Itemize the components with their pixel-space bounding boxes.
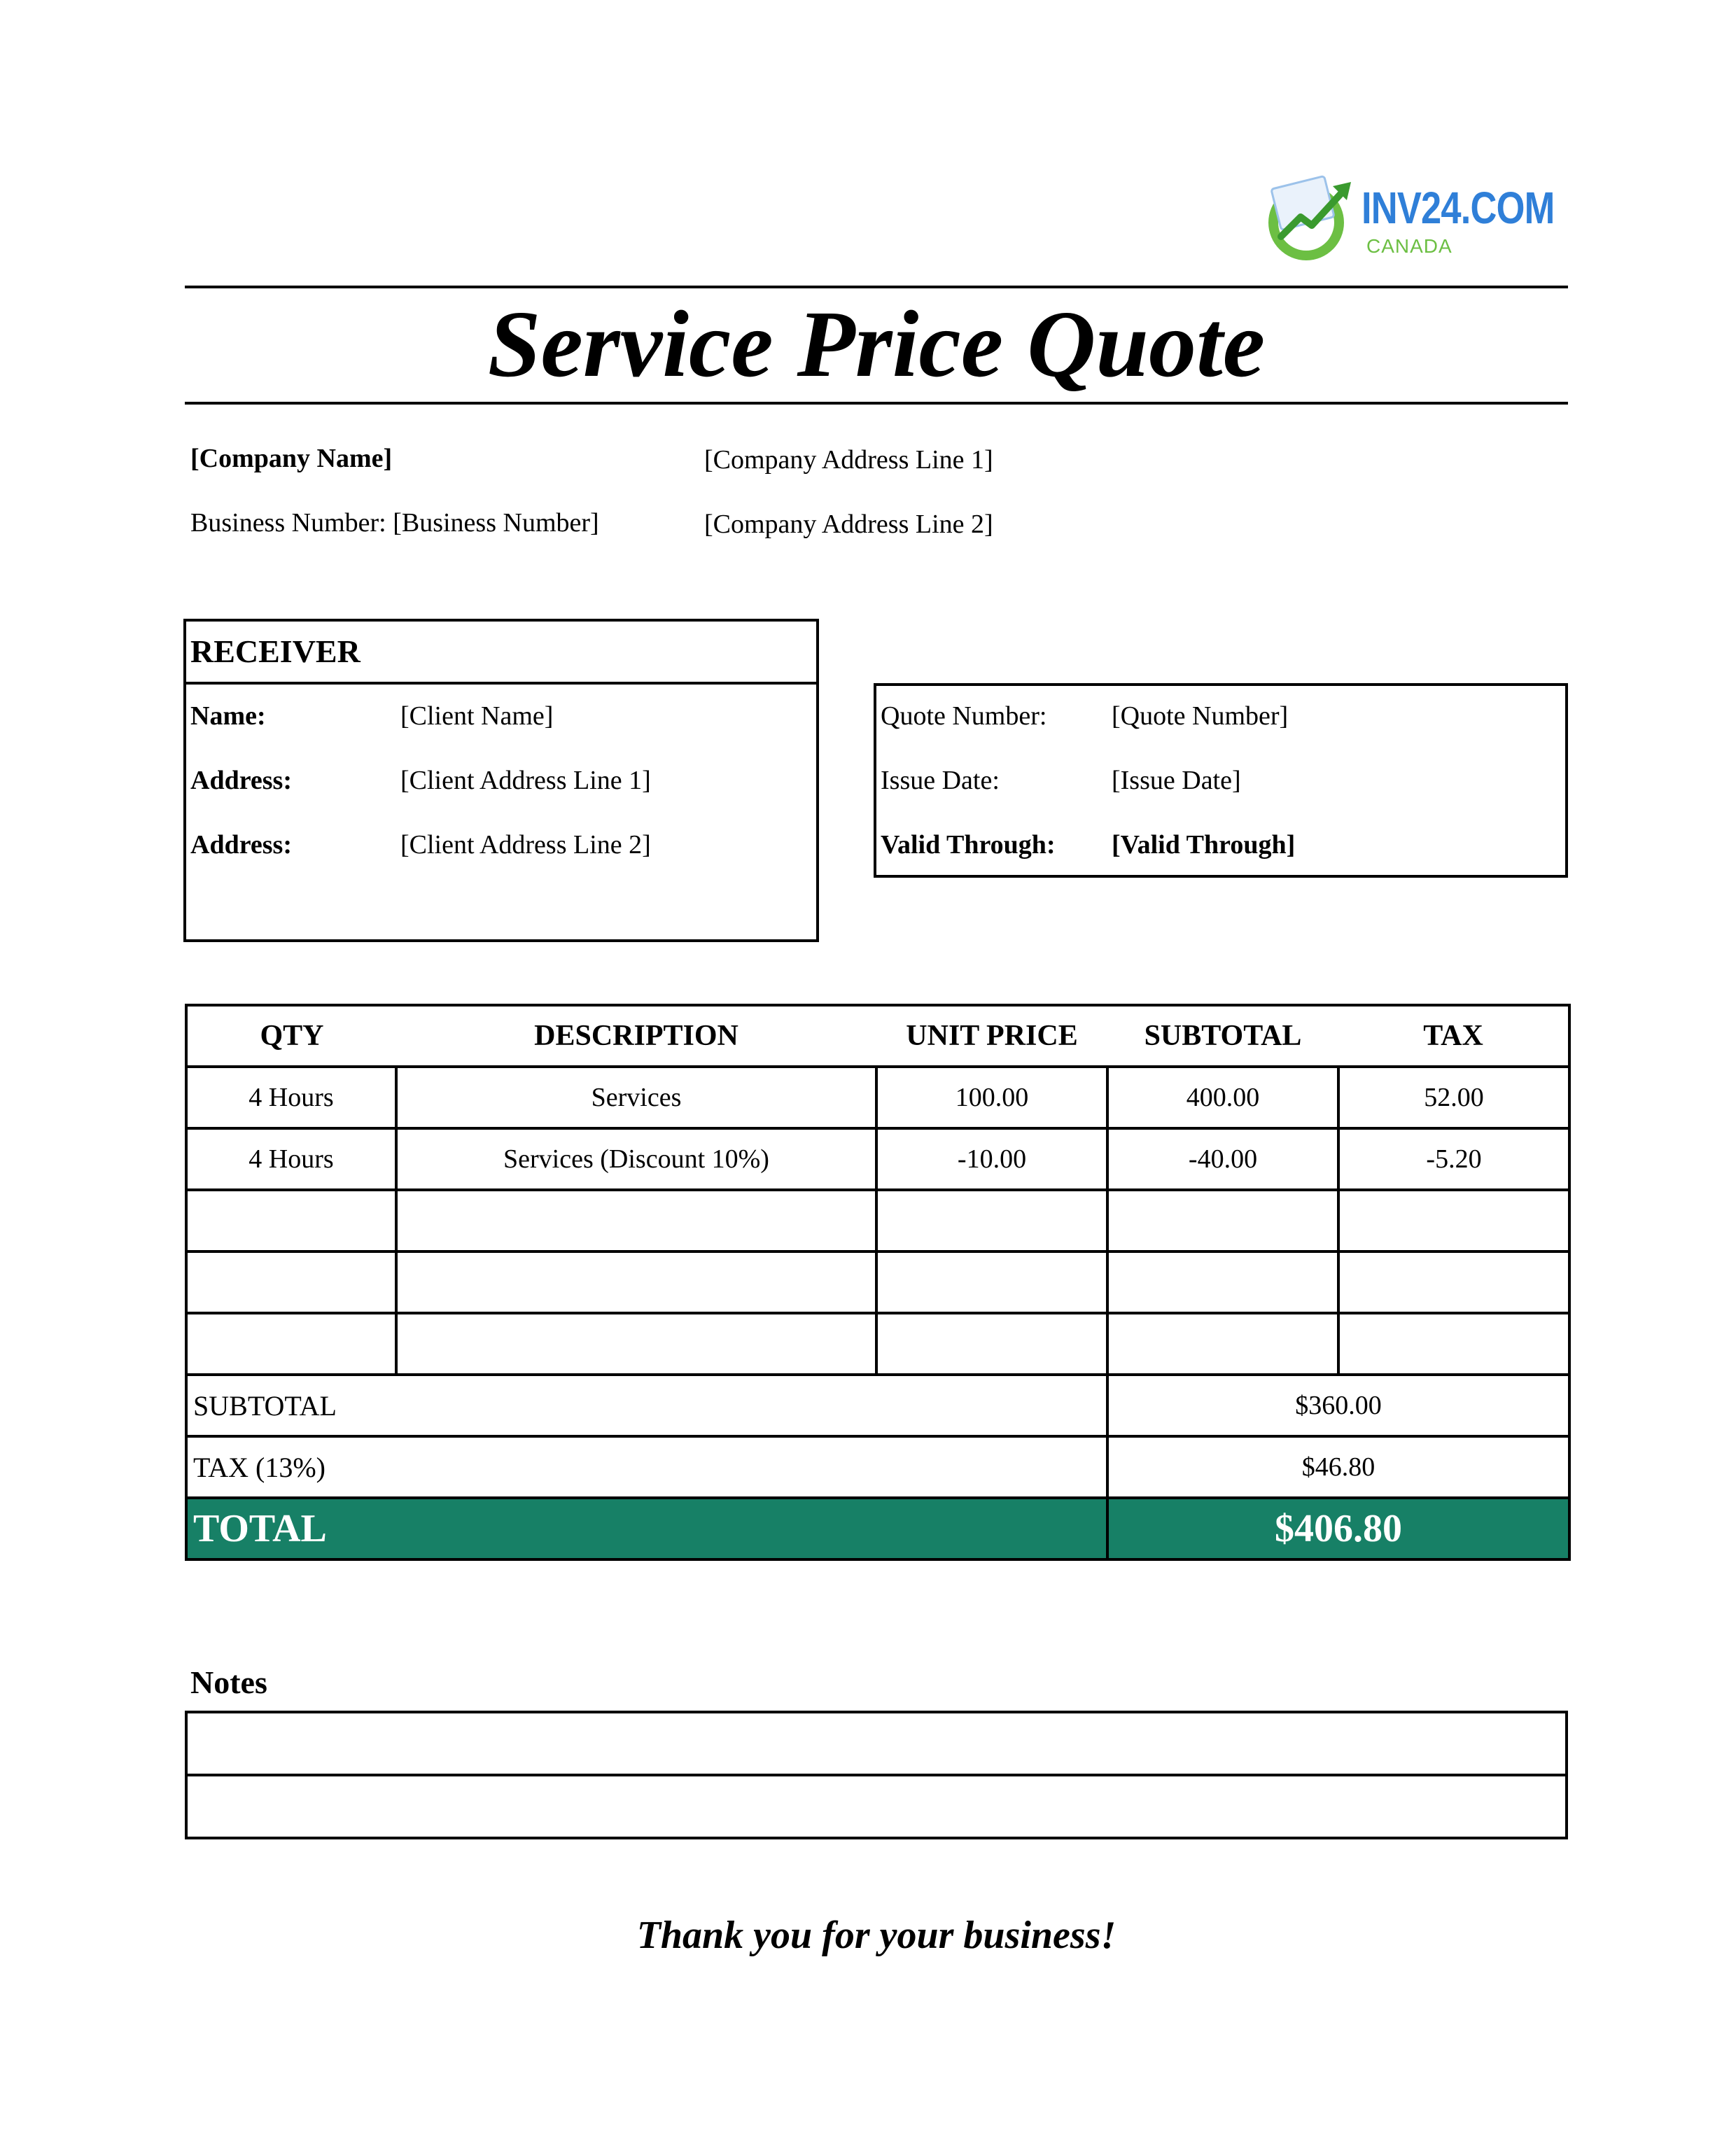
thank-you-message: Thank you for your business! [636, 1914, 1116, 1957]
tax-label: TAX (13%) [186, 1436, 1107, 1498]
page-title: Service Price Quote [487, 292, 1266, 397]
quote-number-value: [Quote Number] [1112, 701, 1289, 731]
items-header-row [186, 1005, 1569, 1067]
receiver-address-2-label: Address: [190, 830, 292, 860]
item-subtotal [1107, 1190, 1338, 1251]
notes-line[interactable] [186, 1775, 1567, 1838]
receiver-name-label: Name: [190, 701, 266, 731]
notes-line[interactable] [186, 1712, 1567, 1775]
item-qty [186, 1251, 396, 1313]
item-tax [1338, 1190, 1569, 1251]
item-subtotal [1107, 1251, 1338, 1313]
total-value: $406.80 [1107, 1498, 1569, 1559]
subtotal-row [186, 1375, 1569, 1436]
receiver-divider [183, 682, 819, 685]
table-row [186, 1067, 1569, 1128]
item-subtotal: -40.00 [1107, 1128, 1338, 1190]
item-description [396, 1190, 876, 1251]
receiver-address-1-label: Address: [190, 766, 292, 795]
item-unit-price [876, 1313, 1107, 1375]
issue-date-value: [Issue Date] [1112, 766, 1241, 795]
item-description [396, 1251, 876, 1313]
table-row [186, 1313, 1569, 1375]
receiver-heading: RECEIVER [190, 633, 360, 669]
company-name: [Company Name] [190, 444, 393, 473]
col-header-qty: QTY [186, 1005, 396, 1067]
issue-date-label: Issue Date: [881, 766, 1000, 795]
item-unit-price [876, 1190, 1107, 1251]
total-row [186, 1498, 1569, 1559]
item-subtotal: 400.00 [1107, 1067, 1338, 1128]
col-header-unit-price: UNIT PRICE [876, 1005, 1107, 1067]
company-address-line-2: [Company Address Line 2] [704, 510, 993, 539]
item-tax [1338, 1251, 1569, 1313]
receiver-address-1-value: [Client Address Line 1] [400, 766, 651, 795]
table-row [186, 1190, 1569, 1251]
valid-through-value: [Valid Through] [1112, 830, 1296, 860]
item-unit-price [876, 1251, 1107, 1313]
receiver-address-2-value: [Client Address Line 2] [400, 830, 651, 860]
item-tax: -5.20 [1338, 1128, 1569, 1190]
item-qty [186, 1313, 396, 1375]
item-qty: 4 Hours [186, 1128, 396, 1190]
col-header-subtotal: SUBTOTAL [1107, 1005, 1338, 1067]
subtotal-label: SUBTOTAL [186, 1375, 1107, 1436]
table-row [186, 1251, 1569, 1313]
item-description [396, 1313, 876, 1375]
item-subtotal [1107, 1313, 1338, 1375]
notes-table [185, 1711, 1568, 1839]
logo-icon [1260, 168, 1358, 266]
business-number: Business Number: [Business Number] [190, 508, 599, 538]
logo-brand-text: INV24.COM [1362, 183, 1555, 233]
quote-number-label: Quote Number: [881, 701, 1047, 731]
item-unit-price: 100.00 [876, 1067, 1107, 1128]
total-label: TOTAL [186, 1498, 1107, 1559]
item-qty: 4 Hours [186, 1067, 396, 1128]
company-address-line-1: [Company Address Line 1] [704, 445, 993, 475]
col-header-tax: TAX [1338, 1005, 1569, 1067]
items-table [185, 1004, 1571, 1561]
title-bottom-rule [185, 402, 1568, 405]
item-description: Services [396, 1067, 876, 1128]
subtotal-value: $360.00 [1107, 1375, 1569, 1436]
item-tax [1338, 1313, 1569, 1375]
item-unit-price: -10.00 [876, 1128, 1107, 1190]
valid-through-label: Valid Through: [881, 830, 1056, 860]
tax-value: $46.80 [1107, 1436, 1569, 1498]
item-tax: 52.00 [1338, 1067, 1569, 1128]
table-row [186, 1128, 1569, 1190]
tax-row [186, 1436, 1569, 1498]
item-description: Services (Discount 10%) [396, 1128, 876, 1190]
col-header-description: DESCRIPTION [396, 1005, 876, 1067]
notes-heading: Notes [190, 1664, 267, 1700]
item-qty [186, 1190, 396, 1251]
receiver-name-value: [Client Name] [400, 701, 554, 731]
logo-sub-text: CANADA [1366, 235, 1452, 257]
company-logo [1260, 168, 1555, 266]
